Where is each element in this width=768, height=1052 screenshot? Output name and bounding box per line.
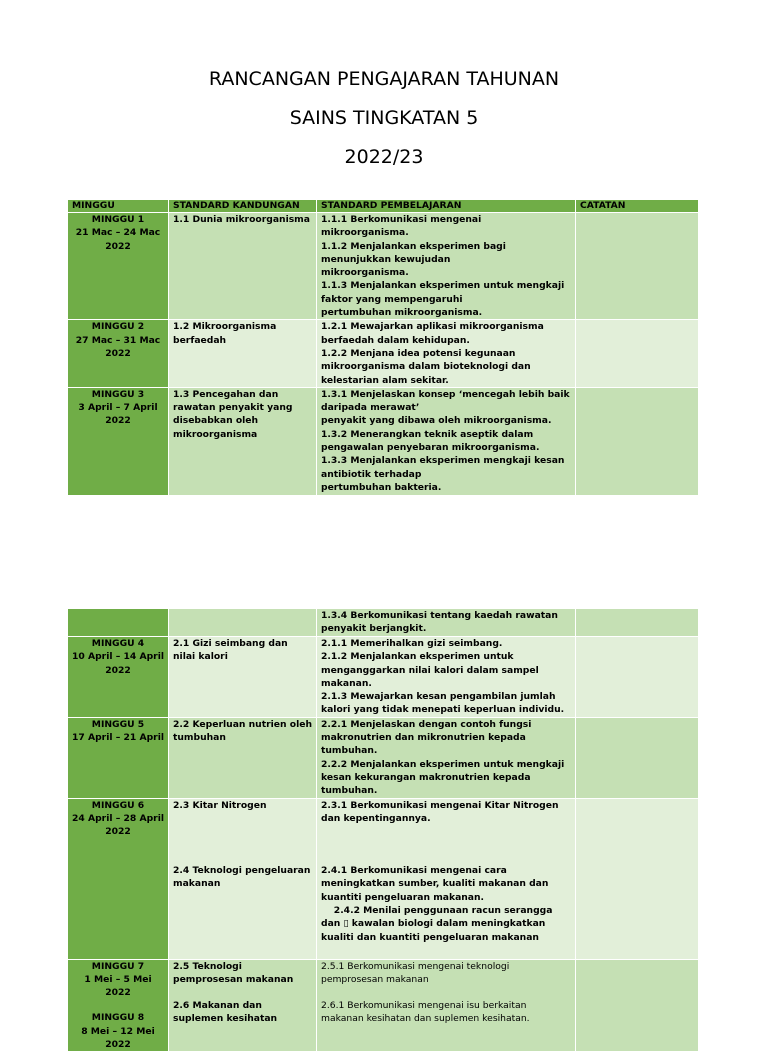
learning-line: 1.1.3 Menjalankan eksperimen untuk mengkaji faktor yang mempengaruhi (321, 280, 565, 305)
document-title: RANCANGAN PENGAJARAN TAHUNAN (208, 68, 560, 90)
learning-standard-cell (317, 959, 576, 1052)
content-standard-cell: 1.3 Pencegahan dan rawatan penyakit yang disebabkan oleh mikroorganisma (169, 387, 317, 495)
learning-line: 2.1.1 Memerihalkan gizi seimbang. (321, 638, 503, 649)
table-row (68, 320, 699, 387)
learning-standard-cell (317, 609, 576, 637)
week-dates: 21 Mac – 24 Mac 2022 (75, 227, 161, 252)
notes-cell (576, 959, 699, 1052)
week-cell (68, 213, 169, 320)
learning-line: 1.1.2 Menjalankan eksperimen bagi menunjukkan kewujudan (321, 240, 506, 265)
week-dates: 8 Mei – 12 Mei 2022 (81, 1025, 155, 1051)
column-header-week: MINGGU (68, 200, 169, 213)
content-standard-cell: 2.2 Keperluan nutrien oleh tumbuhan (169, 717, 317, 798)
learning-line: 1.1.1 Berkomunikasi mengenai mikroorganisma. (321, 214, 482, 239)
content-standard-cell: 1.2 Mikroorganisma berfaedah (169, 320, 317, 387)
content-standard-item: 2.4 Teknologi pengeluaran makanan (173, 864, 311, 890)
learning-line: 1.2.1 Mewajarkan aplikasi mikroorganisma berfaedah dalam kehidupan. (321, 321, 544, 346)
table-header-row (68, 200, 699, 213)
document-header (0, 66, 768, 183)
week-label: MINGGU 7 (91, 960, 145, 972)
learning-line: 2.1.3 Mewajarkan kesan pengambilan jumlah kalori yang tidak menepati keperluan individu. (321, 691, 565, 716)
week-dates: 24 April – 28 April 2022 (72, 812, 164, 838)
learning-line: 2.2.1 Menjelaskan dengan contoh fungsi makronutrien dan mikronutrien kepada tumbuhan. (321, 718, 532, 757)
learning-line: 1.2.2 Menjana idea potensi kegunaan mikroorganisma dalam bioteknologi dan kelestarian alam sekitar. (321, 347, 531, 386)
learning-line: 1.3.3 Menjalankan eksperimen mengkaji kesan antibiotik terhadap (321, 455, 565, 480)
week-dates: 3 April – 7 April 2022 (78, 402, 158, 427)
content-standard-item: 2.5 Teknologi pemprosesan makanan (173, 960, 294, 985)
week-label: MINGGU 8 (91, 1012, 145, 1024)
week-cell (68, 798, 169, 959)
notes-cell (576, 609, 699, 637)
column-header-content-standard: STANDARD KANDUNGAN (169, 200, 317, 213)
week-label: MINGGU 5 (91, 718, 145, 730)
table-row (68, 387, 699, 495)
content-standard-cell: 2.1 Gizi seimbang dan nilai kalori (169, 637, 317, 718)
notes-cell (576, 213, 699, 320)
document-subtitle: SAINS TINGKATAN 5 (289, 107, 479, 129)
learning-standard-cell (317, 213, 576, 320)
learning-line: 2.4.1 Berkomunikasi mengenai cara meningkatkan sumber, kualiti makanan dan kuantiti pengeluaran makanan. (321, 865, 549, 903)
week-label: MINGGU 6 (91, 799, 145, 811)
learning-line: 1.3.1 Menjelaskan konsep ‘mencegah lebih baik daripada merawat’ (321, 388, 570, 414)
document-year: 2022/23 (344, 146, 424, 168)
notes-cell (576, 320, 699, 387)
learning-standard-cell (317, 798, 576, 959)
learning-line: 2.4.2 Menilai penggunaan racun serangga dan ▯ kawalan biologi dalam meningkatkan kualiti dan kuantiti pengeluaran makanan (321, 905, 556, 943)
table-row (68, 213, 699, 320)
week-label: MINGGU 4 (91, 638, 145, 649)
table-row (68, 959, 699, 1052)
learning-line: 2.6.1 Berkomunikasi mengenai isu berkaitan makanan kesihatan dan suplemen kesihatan. (321, 1000, 530, 1025)
learning-line: 2.2.2 Menjalankan eksperimen untuk mengkaji kesan kekurangan makronutrien kepada tumbuhan. (321, 758, 565, 797)
learning-standard-cell (317, 387, 576, 495)
table-row (68, 609, 699, 637)
week-label: MINGGU 3 (91, 388, 145, 400)
content-standard-item: 2.6 Makanan dan suplemen kesihatan (173, 1000, 278, 1025)
content-standard-cell (169, 609, 317, 637)
week-cell (68, 637, 169, 718)
learning-standard-cell (317, 717, 576, 798)
notes-cell (576, 798, 699, 959)
lesson-plan-table (67, 199, 699, 496)
content-standard-cell (169, 959, 317, 1052)
learning-line: 2.3.1 Berkomunikasi mengenai Kitar Nitrogen dan kepentingannya. (321, 799, 559, 824)
week-cell (68, 320, 169, 387)
content-standard-item: 2.3 Kitar Nitrogen (173, 799, 267, 811)
notes-cell (576, 637, 699, 718)
learning-standard-cell (317, 637, 576, 718)
week-cell (68, 717, 169, 798)
learning-line: 1.3.2 Menerangkan teknik aseptik dalam pengawalan penyebaran mikroorganisma. (321, 428, 540, 454)
learning-line: pertumbuhan bakteria. (321, 481, 442, 493)
learning-line: 2.5.1 Berkomunikasi mengenai teknologi pemprosesan makanan (321, 960, 510, 985)
content-standard-cell: 1.1 Dunia mikroorganisma (169, 213, 317, 320)
learning-standard-cell (317, 320, 576, 387)
week-cell (68, 609, 169, 637)
table-row (68, 798, 699, 959)
learning-line: mikroorganisma. (321, 267, 409, 279)
week-cell (68, 959, 169, 1052)
learning-line: 1.3.4 Berkomunikasi tentang kaedah rawatan penyakit berjangkit. (321, 610, 558, 635)
learning-line: pertumbuhan mikroorganisma. (321, 307, 483, 319)
table-row (68, 637, 699, 718)
week-label: MINGGU 1 (91, 214, 145, 225)
lesson-plan-table-continued (67, 608, 699, 1052)
notes-cell (576, 717, 699, 798)
learning-line: 2.1.2 Menjalankan eksperimen untuk menganggarkan nilai kalori dalam sampel makanan. (321, 651, 539, 689)
notes-cell (576, 387, 699, 495)
week-dates: 1 Mei – 5 Mei 2022 (84, 973, 152, 999)
week-dates: 10 April – 14 April 2022 (72, 651, 164, 676)
column-header-notes: CATATAN (576, 200, 699, 213)
week-dates: 27 Mac – 31 Mac 2022 (75, 334, 161, 359)
week-dates: 17 April – 21 April (72, 732, 164, 744)
learning-line: penyakit yang dibawa oleh mikroorganisma. (321, 415, 552, 427)
content-standard-cell (169, 798, 317, 959)
week-cell (68, 387, 169, 495)
column-header-learning-standard: STANDARD PEMBELAJARAN (317, 200, 576, 213)
table-row (68, 717, 699, 798)
week-label: MINGGU 2 (91, 321, 145, 333)
